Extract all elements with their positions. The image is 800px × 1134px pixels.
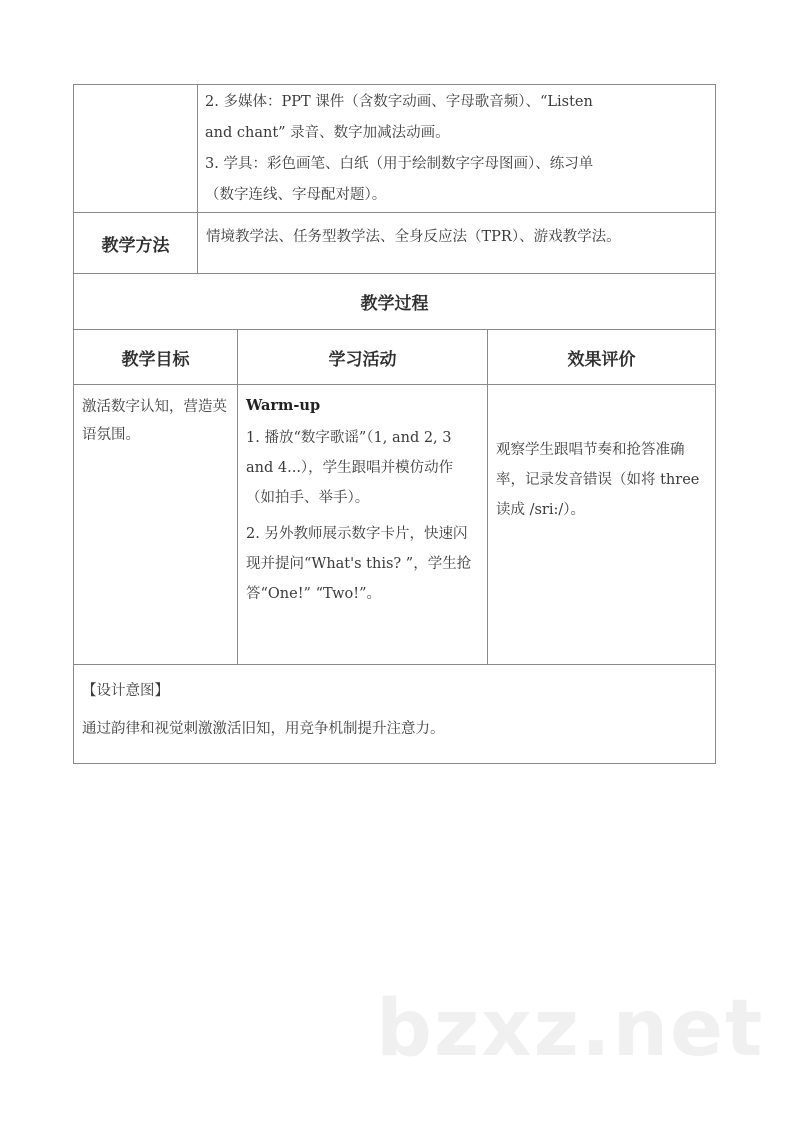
header-learning-activity: 学习活动 (238, 330, 488, 384)
materials-content-cell (198, 85, 715, 212)
activity-title: Warm-up (246, 397, 321, 414)
materials-item-3-line-1: 3. 学具：彩色画笔、白纸（用于绘制数字字母图画）、练习单 (205, 156, 594, 172)
materials-item-2-line-1: 2. 多媒体：PPT 课件（含数字动画、字母歌音频）、“Listen (205, 94, 593, 110)
teaching-materials-row (74, 85, 715, 213)
teaching-process-title: 教学过程 (74, 274, 715, 330)
activity-step-2: 2. 另外教师展示数字卡片，快速闪现并提问“What's this? ”，学生抢答“One!” “Two!”。 (246, 526, 472, 602)
process-header-row (74, 330, 715, 385)
methods-label: 教学方法 (74, 213, 198, 273)
design-intent-title: 【设计意图】 (82, 683, 169, 699)
header-teaching-goal: 教学目标 (74, 330, 238, 384)
teaching-methods-row (74, 213, 715, 274)
activity-cell (238, 385, 488, 664)
materials-label-cell (74, 85, 198, 212)
goal-cell: 激活数字认知，营造英语氛围。 (74, 385, 238, 664)
header-effect-evaluation: 效果评价 (567, 349, 636, 370)
materials-item-2-line-2: and chant” 录音、数字加减法动画。 (205, 125, 450, 141)
process-content-row (74, 385, 715, 665)
methods-text: 情境教学法、任务型教学法、全身反应法（TPR）、游戏教学法。 (206, 229, 621, 245)
design-intent-text: 通过韵律和视觉刺激激活旧知，用竞争机制提升注意力。 (82, 721, 445, 737)
lesson-plan-table (73, 84, 716, 764)
design-intent-row (74, 665, 715, 763)
evaluation-cell: 观察学生跟唱节奏和抢答准确率，记录发音错误（如将 three 读成 /sri:/）。 (496, 442, 700, 518)
materials-item-3-line-2: （数字连线、字母配对题）。 (205, 187, 387, 203)
activity-step-1: 1. 播放“数字歌谣”（1, and 2, 3 and 4...），学生跟唱并模仿动作（如拍手、举手）。 (246, 430, 454, 506)
watermark: bzxz.net (376, 984, 765, 1074)
